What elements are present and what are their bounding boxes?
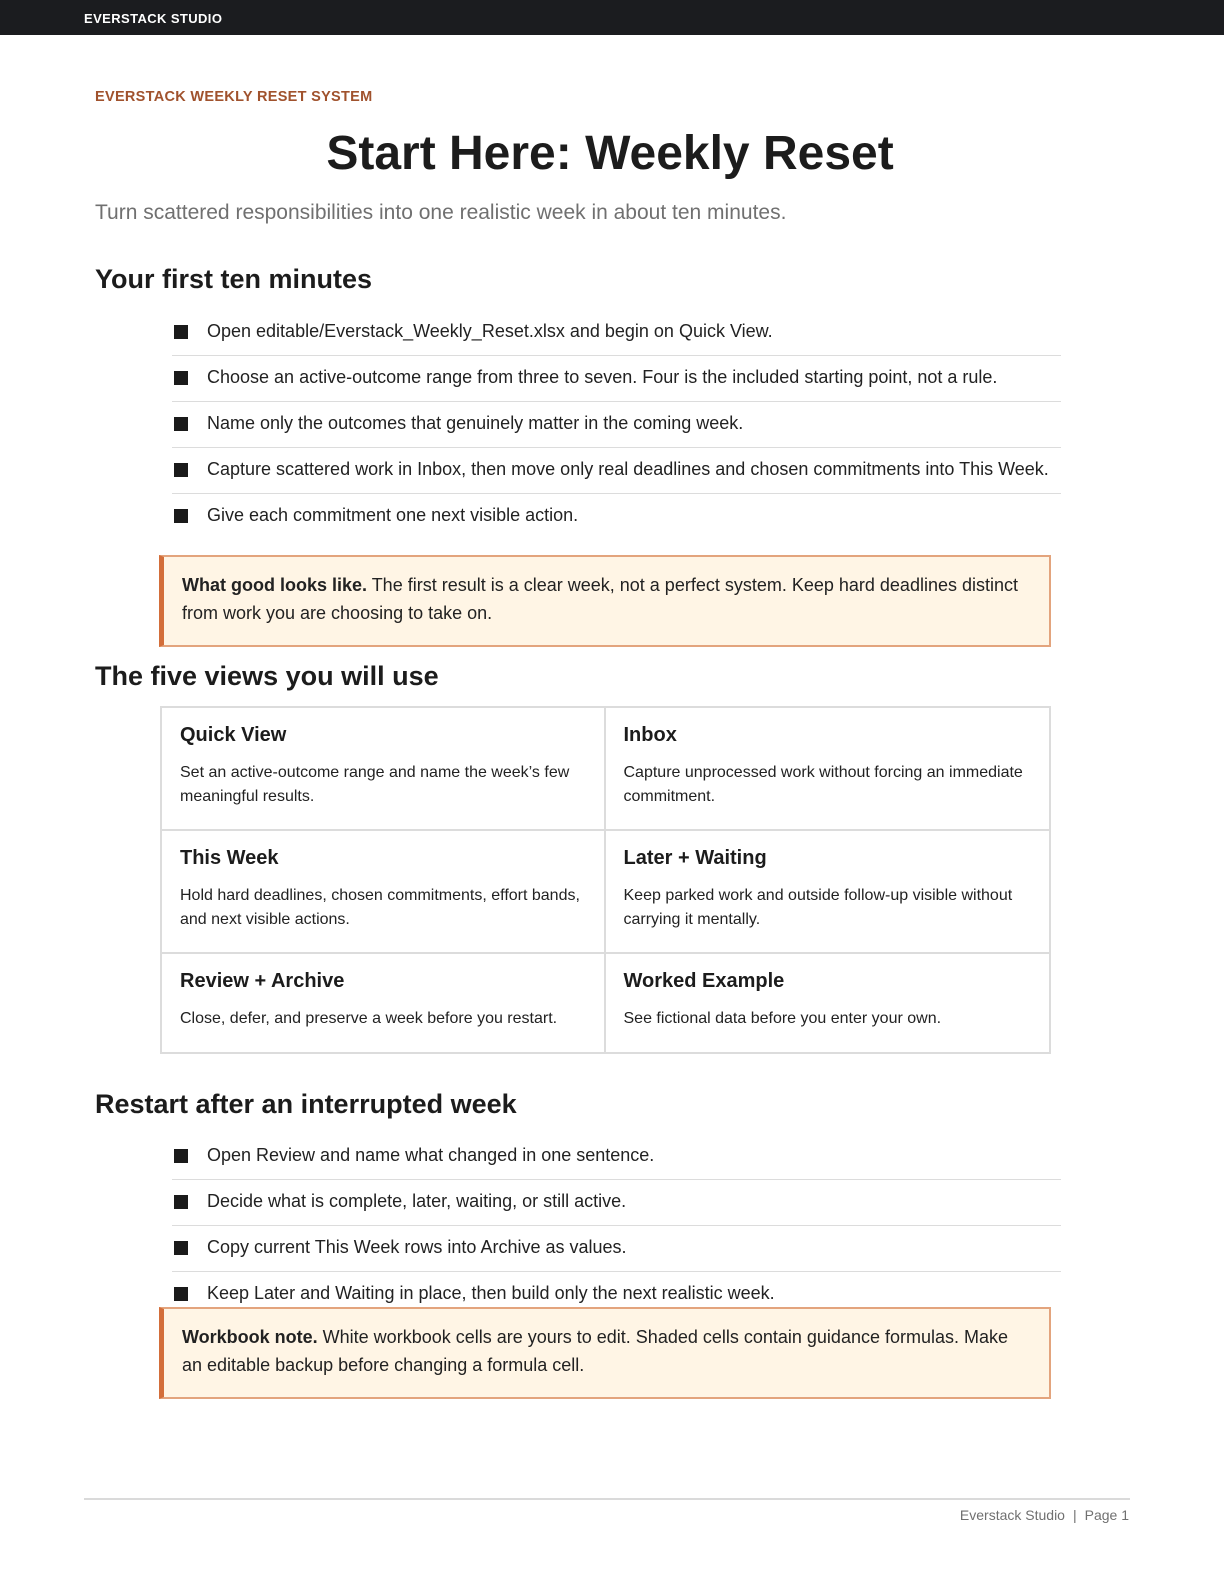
- view-card-title: Inbox: [623, 724, 677, 746]
- checklist-item: [172, 448, 1061, 494]
- view-card-title: Quick View: [180, 724, 287, 746]
- square-bullet-icon: [174, 463, 188, 477]
- checklist-item: [172, 1134, 1061, 1180]
- view-card-inbox: [606, 708, 1050, 831]
- eyebrow-label: EVERSTACK WEEKLY RESET SYSTEM: [95, 89, 373, 105]
- page-footer: [960, 1507, 1129, 1523]
- view-card-quick-view: [162, 708, 606, 831]
- view-card-worked-example: [606, 954, 1050, 1052]
- callout-text: White workbook cells are yours to edit. Shaded cells contain guidance formulas. Make an editable backup before changing a formula cell.: [182, 1327, 1009, 1375]
- checklist-item-text: Copy current This Week rows into Archive as values.: [207, 1237, 627, 1257]
- good-looks-callout: [159, 555, 1051, 647]
- checklist-item-text: Choose an active-outcome range from three to seven. Four is the included starting point, not a rule.: [207, 367, 998, 387]
- checklist-item-text: Name only the outcomes that genuinely matter in the coming week.: [207, 413, 744, 433]
- square-bullet-icon: [174, 1241, 188, 1255]
- view-card-title: Later + Waiting: [623, 847, 767, 869]
- workbook-note-callout: [159, 1307, 1051, 1399]
- view-card-desc: Hold hard deadlines, chosen commitments, effort bands, and next visible actions.: [180, 887, 580, 928]
- views-grid: [160, 706, 1051, 1054]
- view-card-later-waiting: [606, 831, 1050, 954]
- section-heading-views: The five views you will use: [95, 661, 439, 691]
- top-bar: [0, 0, 1224, 35]
- square-bullet-icon: [174, 1287, 188, 1301]
- square-bullet-icon: [174, 417, 188, 431]
- view-card-desc: Capture unprocessed work without forcing an immediate commitment.: [623, 764, 1023, 805]
- checklist-item-text: Decide what is complete, later, waiting, or still active.: [207, 1191, 627, 1211]
- checklist-item: [172, 1226, 1061, 1272]
- brand-name: EVERSTACK STUDIO: [84, 11, 223, 26]
- square-bullet-icon: [174, 325, 188, 339]
- checklist-item-text: Open editable/Everstack_Weekly_Reset.xlsx and begin on Quick View.: [207, 321, 773, 341]
- square-bullet-icon: [174, 1195, 188, 1209]
- checklist-item: [172, 402, 1061, 448]
- section-heading-restart: Restart after an interrupted week: [95, 1089, 517, 1119]
- view-card-review-archive: [162, 954, 606, 1052]
- checklist-item-text: Capture scattered work in Inbox, then move only real deadlines and chosen commitments into This Week.: [207, 459, 1049, 479]
- view-card-title: Worked Example: [623, 970, 785, 992]
- view-card-title: Review + Archive: [180, 970, 345, 992]
- view-card-desc: Keep parked work and outside follow-up visible without carrying it mentally.: [623, 887, 1013, 928]
- checklist-item-text: Keep Later and Waiting in place, then build only the next realistic week.: [207, 1283, 775, 1303]
- footer-company: Everstack Studio: [959, 1507, 1065, 1523]
- callout-label: What good looks like.: [182, 575, 368, 595]
- view-card-desc: Close, defer, and preserve a week before you restart.: [180, 1010, 558, 1027]
- view-card-desc: Set an active-outcome range and name the week’s few meaningful results.: [180, 764, 570, 805]
- square-bullet-icon: [174, 1149, 188, 1163]
- checklist-item: [172, 356, 1061, 402]
- square-bullet-icon: [174, 509, 188, 523]
- view-card-this-week: [162, 831, 606, 954]
- checklist-item: [172, 1180, 1061, 1226]
- footer-divider: [84, 1498, 1130, 1500]
- page-subtitle: Turn scattered responsibilities into one realistic week in about ten minutes.: [95, 201, 787, 224]
- callout-label: Workbook note.: [182, 1327, 318, 1347]
- checklist-item-text: Give each commitment one next visible action.: [207, 505, 579, 525]
- footer-page-number: Page 1: [1084, 1507, 1129, 1523]
- footer-separator: |: [1072, 1507, 1077, 1523]
- callout-text: The first result is a clear week, not a perfect system. Keep hard deadlines distinct from work you are choosing to take on.: [182, 575, 1018, 623]
- restart-checklist: [172, 1134, 1061, 1317]
- view-card-title: This Week: [180, 847, 279, 869]
- square-bullet-icon: [174, 371, 188, 385]
- checklist-item: [172, 310, 1061, 356]
- checklist-item: [172, 494, 1061, 539]
- checklist-item-text: Open Review and name what changed in one sentence.: [207, 1145, 655, 1165]
- section-heading-first-ten: Your first ten minutes: [95, 264, 373, 294]
- page-title: Start Here: Weekly Reset: [326, 127, 894, 180]
- view-card-desc: See fictional data before you enter your own.: [623, 1010, 942, 1027]
- first-ten-checklist: [172, 310, 1061, 539]
